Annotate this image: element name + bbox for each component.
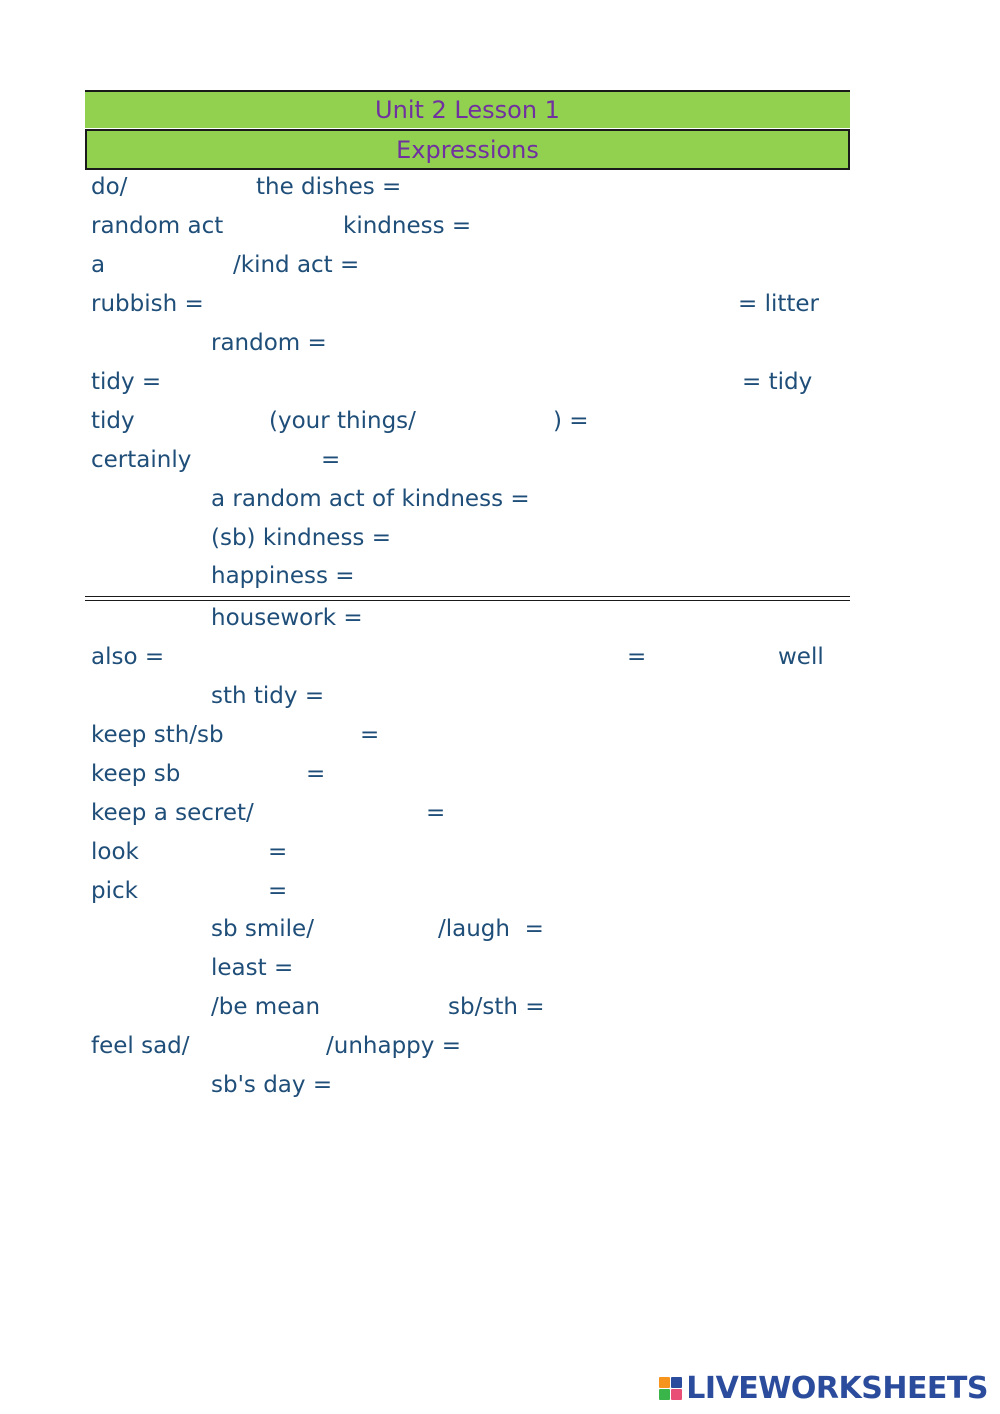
expression-fragment: sb's day = [211, 1072, 333, 1098]
expression-fragment: = tidy [742, 369, 813, 395]
logo-tile [671, 1377, 682, 1388]
expression-fragment: = litter [738, 291, 820, 317]
list-item [0, 402, 1000, 441]
expression-fragment: also = [91, 644, 165, 670]
expression-fragment: /unhappy = [326, 1033, 461, 1059]
section-heading-expressions: Expressions [85, 129, 850, 170]
list-item [0, 285, 1000, 324]
list-item [0, 910, 1000, 949]
expression-fragment: = [321, 447, 341, 473]
expression-fragment: = [268, 839, 288, 865]
expression-fragment: /laugh = [438, 916, 544, 942]
logo-tile [659, 1389, 670, 1400]
expression-fragment: = [627, 644, 647, 670]
expression-fragment: kindness = [343, 213, 472, 239]
expression-fragment: do/ [91, 174, 128, 200]
expression-fragment: happiness = [211, 563, 355, 589]
expression-fragment: keep sb [91, 761, 181, 787]
expression-fragment: sb smile/ [211, 916, 314, 942]
expression-fragment: keep sth/sb [91, 722, 224, 748]
logo-tile [659, 1377, 670, 1388]
expression-fragment: = [426, 800, 446, 826]
liveworksheets-logo-icon [659, 1377, 682, 1400]
list-item [0, 1027, 1000, 1066]
expression-fragment: pick [91, 878, 138, 904]
expression-fragment: sth tidy = [211, 683, 325, 709]
expression-fragment: tidy = [91, 369, 162, 395]
worksheet-title: Unit 2 Lesson 1 [85, 90, 850, 128]
expression-fragment: the dishes = [256, 174, 402, 200]
expression-fragment: sb/sth = [448, 994, 545, 1020]
list-item [0, 324, 1000, 363]
list-item [0, 755, 1000, 794]
brand-name: LIVEWORKSHEETS [686, 1371, 988, 1406]
list-item [0, 168, 1000, 207]
expression-fragment: /kind act = [233, 252, 360, 278]
list-item [0, 638, 1000, 677]
list-item [0, 1066, 1000, 1105]
list-item [0, 872, 1000, 911]
list-item [0, 794, 1000, 833]
expression-fragment: least = [211, 955, 294, 981]
expression-fragment: random = [211, 330, 327, 356]
expression-fragment: random act [91, 213, 224, 239]
expression-fragment: = [306, 761, 326, 787]
list-item [0, 480, 1000, 519]
expression-fragment: look [91, 839, 139, 865]
expression-fragment: /be mean [211, 994, 321, 1020]
list-item [0, 441, 1000, 480]
expression-fragment: tidy [91, 408, 135, 434]
list-item [0, 363, 1000, 402]
expression-fragment: a [91, 252, 106, 278]
expression-fragment: = [268, 878, 288, 904]
list-item [0, 716, 1000, 755]
brand-watermark [659, 1371, 988, 1406]
list-item [0, 557, 1000, 596]
list-item [0, 599, 1000, 638]
list-item [0, 677, 1000, 716]
list-item [0, 246, 1000, 285]
list-item [0, 207, 1000, 246]
expression-fragment: keep a secret/ [91, 800, 254, 826]
expression-fragment: a random act of kindness = [211, 486, 530, 512]
expression-fragment: = [360, 722, 380, 748]
expression-fragment: ) = [553, 408, 589, 434]
logo-tile [671, 1389, 682, 1400]
expression-fragment: well [778, 644, 824, 670]
expression-fragment: (your things/ [269, 408, 416, 434]
list-item [0, 833, 1000, 872]
expression-fragment: (sb) kindness = [211, 525, 392, 551]
list-item [0, 988, 1000, 1027]
expression-fragment: rubbish = [91, 291, 204, 317]
expression-fragment: housework = [211, 605, 363, 631]
list-item [0, 519, 1000, 558]
expression-fragment: feel sad/ [91, 1033, 190, 1059]
list-item [0, 949, 1000, 988]
expression-fragment: certainly [91, 447, 192, 473]
